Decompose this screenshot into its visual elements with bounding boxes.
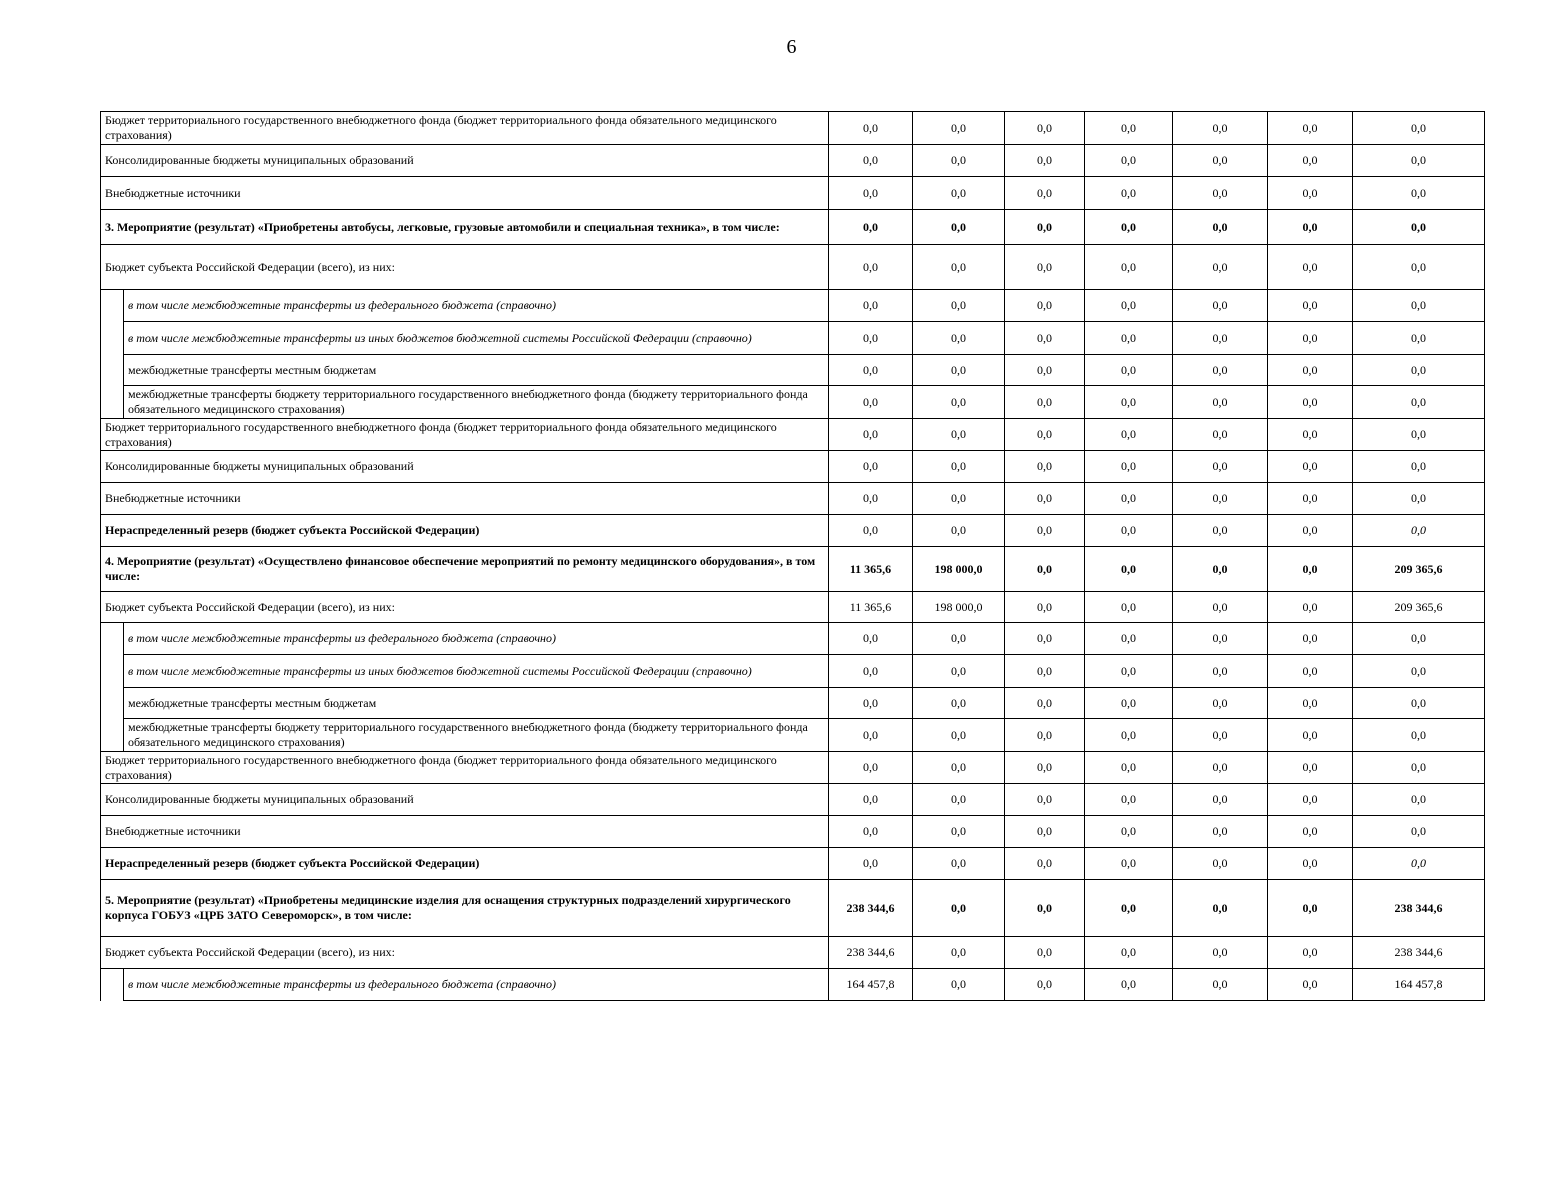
value-cell: 0,0 <box>1268 623 1353 655</box>
row-label: Нераспределенный резерв (бюджет субъекта Российской Федерации) <box>101 515 829 547</box>
value-cell: 0,0 <box>1173 451 1268 483</box>
value-cell: 0,0 <box>1085 547 1173 592</box>
value-cell: 0,0 <box>1268 655 1353 688</box>
indent-spacer <box>101 655 124 688</box>
value-cell: 0,0 <box>1173 816 1268 848</box>
row-label: Бюджет субъекта Российской Федерации (всего), из них: <box>101 245 829 290</box>
value-cell: 0,0 <box>1085 816 1173 848</box>
table-row <box>101 177 1485 210</box>
value-cell: 0,0 <box>1173 355 1268 386</box>
value-cell: 0,0 <box>1268 177 1353 210</box>
value-cell: 0,0 <box>1085 112 1173 145</box>
value-cell: 0,0 <box>829 322 913 355</box>
value-cell: 238 344,6 <box>1353 937 1485 969</box>
value-cell: 0,0 <box>829 655 913 688</box>
value-cell: 0,0 <box>1353 290 1485 322</box>
table-row <box>101 245 1485 290</box>
value-cell: 0,0 <box>1353 419 1485 451</box>
table-row <box>101 386 1485 419</box>
value-cell: 0,0 <box>1005 752 1085 784</box>
table-row <box>101 623 1485 655</box>
value-cell: 0,0 <box>913 112 1005 145</box>
value-cell: 0,0 <box>913 969 1005 1001</box>
value-cell: 0,0 <box>829 483 913 515</box>
value-cell: 0,0 <box>1085 145 1173 177</box>
value-cell: 0,0 <box>913 145 1005 177</box>
value-cell: 0,0 <box>1268 451 1353 483</box>
row-label: в том числе межбюджетные трансферты из иных бюджетов бюджетной системы Российской Федерации (справочно) <box>124 322 829 355</box>
value-cell: 0,0 <box>1005 592 1085 623</box>
value-cell: 0,0 <box>913 177 1005 210</box>
value-cell: 0,0 <box>1268 719 1353 752</box>
value-cell: 0,0 <box>829 419 913 451</box>
value-cell: 0,0 <box>1085 515 1173 547</box>
row-label: 5. Мероприятие (результат) «Приобретены медицинские изделия для оснащения структурных подразделений хирургического корпуса ГОБУЗ «ЦРБ ЗАТО Североморск», в том числе: <box>101 880 829 937</box>
value-cell: 0,0 <box>1085 784 1173 816</box>
value-cell: 0,0 <box>1268 848 1353 880</box>
table-row <box>101 210 1485 245</box>
value-cell: 164 457,8 <box>1353 969 1485 1001</box>
table-row <box>101 655 1485 688</box>
table-row <box>101 969 1485 1001</box>
value-cell: 0,0 <box>1005 969 1085 1001</box>
value-cell: 0,0 <box>1268 483 1353 515</box>
indent-spacer <box>101 969 124 1001</box>
value-cell: 209 365,6 <box>1353 592 1485 623</box>
row-label: Консолидированные бюджеты муниципальных образований <box>101 451 829 483</box>
table-row <box>101 592 1485 623</box>
value-cell: 0,0 <box>1268 515 1353 547</box>
value-cell: 0,0 <box>1353 688 1485 719</box>
value-cell: 0,0 <box>1353 816 1485 848</box>
value-cell: 238 344,6 <box>1353 880 1485 937</box>
value-cell: 0,0 <box>913 451 1005 483</box>
value-cell: 0,0 <box>1085 937 1173 969</box>
row-label: Бюджет территориального государственного внебюджетного фонда (бюджет территориального фонда обязательного медицинского страхования) <box>101 419 829 451</box>
value-cell: 0,0 <box>1005 623 1085 655</box>
value-cell: 0,0 <box>1353 112 1485 145</box>
table-row <box>101 848 1485 880</box>
value-cell: 238 344,6 <box>829 880 913 937</box>
value-cell: 0,0 <box>1005 177 1085 210</box>
value-cell: 0,0 <box>1085 290 1173 322</box>
row-label: 3. Мероприятие (результат) «Приобретены автобусы, легковые, грузовые автомобили и специальная техника», в том числе: <box>101 210 829 245</box>
value-cell: 0,0 <box>829 112 913 145</box>
indent-spacer <box>101 623 124 655</box>
value-cell: 0,0 <box>1173 419 1268 451</box>
value-cell: 0,0 <box>1353 784 1485 816</box>
table-row <box>101 483 1485 515</box>
value-cell: 0,0 <box>1268 210 1353 245</box>
row-label: в том числе межбюджетные трансферты из федерального бюджета (справочно) <box>124 969 829 1001</box>
value-cell: 0,0 <box>1268 688 1353 719</box>
value-cell: 0,0 <box>1005 719 1085 752</box>
table-row <box>101 752 1485 784</box>
row-label: Бюджет субъекта Российской Федерации (всего), из них: <box>101 592 829 623</box>
table-row <box>101 451 1485 483</box>
row-label: в том числе межбюджетные трансферты из федерального бюджета (справочно) <box>124 623 829 655</box>
value-cell: 0,0 <box>913 386 1005 419</box>
value-cell: 0,0 <box>1353 515 1485 547</box>
value-cell: 0,0 <box>1173 386 1268 419</box>
value-cell: 0,0 <box>1005 880 1085 937</box>
value-cell: 0,0 <box>1353 719 1485 752</box>
value-cell: 0,0 <box>829 784 913 816</box>
value-cell: 0,0 <box>1005 816 1085 848</box>
value-cell: 0,0 <box>1268 245 1353 290</box>
value-cell: 0,0 <box>1268 880 1353 937</box>
value-cell: 0,0 <box>829 290 913 322</box>
value-cell: 0,0 <box>1085 483 1173 515</box>
value-cell: 0,0 <box>1085 592 1173 623</box>
row-label: Внебюджетные источники <box>101 177 829 210</box>
value-cell: 0,0 <box>913 719 1005 752</box>
value-cell: 0,0 <box>1085 322 1173 355</box>
table-row <box>101 419 1485 451</box>
value-cell: 0,0 <box>829 515 913 547</box>
table-row <box>101 688 1485 719</box>
value-cell: 0,0 <box>829 688 913 719</box>
row-label: Консолидированные бюджеты муниципальных образований <box>101 145 829 177</box>
value-cell: 0,0 <box>1085 210 1173 245</box>
value-cell: 0,0 <box>1005 451 1085 483</box>
value-cell: 0,0 <box>1173 969 1268 1001</box>
value-cell: 0,0 <box>1005 386 1085 419</box>
value-cell: 0,0 <box>1353 355 1485 386</box>
value-cell: 209 365,6 <box>1353 547 1485 592</box>
value-cell: 0,0 <box>913 515 1005 547</box>
value-cell: 0,0 <box>1353 145 1485 177</box>
value-cell: 0,0 <box>1085 848 1173 880</box>
value-cell: 0,0 <box>1173 784 1268 816</box>
value-cell: 0,0 <box>1173 177 1268 210</box>
value-cell: 0,0 <box>913 688 1005 719</box>
value-cell: 0,0 <box>1005 483 1085 515</box>
value-cell: 0,0 <box>1353 386 1485 419</box>
value-cell: 0,0 <box>913 784 1005 816</box>
value-cell: 0,0 <box>1005 290 1085 322</box>
value-cell: 0,0 <box>1005 937 1085 969</box>
indent-spacer <box>101 386 124 419</box>
value-cell: 0,0 <box>1353 451 1485 483</box>
value-cell: 0,0 <box>913 290 1005 322</box>
row-label: Внебюджетные источники <box>101 816 829 848</box>
table-row <box>101 145 1485 177</box>
table-row <box>101 816 1485 848</box>
value-cell: 198 000,0 <box>913 592 1005 623</box>
value-cell: 0,0 <box>913 483 1005 515</box>
value-cell: 0,0 <box>1173 592 1268 623</box>
table-row <box>101 880 1485 937</box>
value-cell: 0,0 <box>1268 386 1353 419</box>
value-cell: 0,0 <box>1353 177 1485 210</box>
value-cell: 0,0 <box>1353 210 1485 245</box>
value-cell: 0,0 <box>829 355 913 386</box>
value-cell: 0,0 <box>1268 969 1353 1001</box>
value-cell: 0,0 <box>1173 515 1268 547</box>
value-cell: 0,0 <box>829 451 913 483</box>
value-cell: 0,0 <box>1085 752 1173 784</box>
page-number: 6 <box>786 36 797 58</box>
value-cell: 0,0 <box>1173 112 1268 145</box>
row-label: Бюджет территориального государственного внебюджетного фонда (бюджет территориального фонда обязательного медицинского страхования) <box>101 752 829 784</box>
value-cell: 0,0 <box>829 719 913 752</box>
row-label: в том числе межбюджетные трансферты из иных бюджетов бюджетной системы Российской Федерации (справочно) <box>124 655 829 688</box>
value-cell: 0,0 <box>913 816 1005 848</box>
indent-spacer <box>101 688 124 719</box>
value-cell: 0,0 <box>1353 483 1485 515</box>
value-cell: 0,0 <box>913 245 1005 290</box>
value-cell: 0,0 <box>1268 784 1353 816</box>
value-cell: 0,0 <box>1268 112 1353 145</box>
table-row <box>101 112 1485 145</box>
value-cell: 0,0 <box>1005 547 1085 592</box>
value-cell: 0,0 <box>1085 969 1173 1001</box>
budget-table <box>100 111 1485 1001</box>
value-cell: 0,0 <box>913 210 1005 245</box>
row-label: Бюджет субъекта Российской Федерации (всего), из них: <box>101 937 829 969</box>
value-cell: 0,0 <box>829 210 913 245</box>
value-cell: 0,0 <box>1085 177 1173 210</box>
value-cell: 0,0 <box>1173 719 1268 752</box>
row-label: Нераспределенный резерв (бюджет субъекта Российской Федерации) <box>101 848 829 880</box>
value-cell: 0,0 <box>913 655 1005 688</box>
value-cell: 198 000,0 <box>913 547 1005 592</box>
indent-spacer <box>101 290 124 322</box>
value-cell: 0,0 <box>1268 419 1353 451</box>
value-cell: 0,0 <box>1005 515 1085 547</box>
table-row <box>101 547 1485 592</box>
value-cell: 0,0 <box>1353 623 1485 655</box>
row-label: 4. Мероприятие (результат) «Осуществлено финансовое обеспечение мероприятий по ремонту медицинского оборудования», в том числе: <box>101 547 829 592</box>
value-cell: 0,0 <box>1173 547 1268 592</box>
table-row <box>101 515 1485 547</box>
table-row <box>101 937 1485 969</box>
table-row <box>101 355 1485 386</box>
value-cell: 0,0 <box>829 816 913 848</box>
value-cell: 0,0 <box>913 355 1005 386</box>
value-cell: 0,0 <box>829 145 913 177</box>
value-cell: 0,0 <box>1173 880 1268 937</box>
value-cell: 0,0 <box>1005 145 1085 177</box>
value-cell: 0,0 <box>1268 547 1353 592</box>
value-cell: 0,0 <box>1085 688 1173 719</box>
table-row <box>101 290 1485 322</box>
table-row <box>101 719 1485 752</box>
row-label: Бюджет территориального государственного внебюджетного фонда (бюджет территориального фонда обязательного медицинского страхования) <box>101 112 829 145</box>
value-cell: 0,0 <box>1005 245 1085 290</box>
value-cell: 0,0 <box>1173 937 1268 969</box>
value-cell: 0,0 <box>829 386 913 419</box>
value-cell: 0,0 <box>1005 655 1085 688</box>
value-cell: 0,0 <box>1085 245 1173 290</box>
value-cell: 0,0 <box>1173 688 1268 719</box>
value-cell: 0,0 <box>1005 355 1085 386</box>
value-cell: 0,0 <box>913 322 1005 355</box>
value-cell: 0,0 <box>1173 245 1268 290</box>
value-cell: 0,0 <box>1005 848 1085 880</box>
value-cell: 0,0 <box>1085 880 1173 937</box>
value-cell: 0,0 <box>1173 483 1268 515</box>
value-cell: 0,0 <box>1268 937 1353 969</box>
value-cell: 0,0 <box>1173 290 1268 322</box>
value-cell: 164 457,8 <box>829 969 913 1001</box>
value-cell: 0,0 <box>1005 784 1085 816</box>
table-row <box>101 322 1485 355</box>
value-cell: 0,0 <box>1085 451 1173 483</box>
value-cell: 0,0 <box>1085 719 1173 752</box>
value-cell: 0,0 <box>1173 623 1268 655</box>
value-cell: 0,0 <box>1085 623 1173 655</box>
value-cell: 0,0 <box>1268 290 1353 322</box>
indent-spacer <box>101 322 124 355</box>
indent-spacer <box>101 355 124 386</box>
value-cell: 0,0 <box>1173 848 1268 880</box>
value-cell: 0,0 <box>1085 355 1173 386</box>
value-cell: 0,0 <box>913 419 1005 451</box>
value-cell: 0,0 <box>1085 655 1173 688</box>
value-cell: 0,0 <box>1268 816 1353 848</box>
value-cell: 0,0 <box>1268 355 1353 386</box>
value-cell: 0,0 <box>913 752 1005 784</box>
value-cell: 0,0 <box>1005 112 1085 145</box>
value-cell: 0,0 <box>1005 322 1085 355</box>
row-label: в том числе межбюджетные трансферты из федерального бюджета (справочно) <box>124 290 829 322</box>
row-label: Консолидированные бюджеты муниципальных образований <box>101 784 829 816</box>
value-cell: 0,0 <box>913 880 1005 937</box>
value-cell: 0,0 <box>1353 752 1485 784</box>
value-cell: 0,0 <box>913 848 1005 880</box>
row-label: межбюджетные трансферты местным бюджетам <box>124 688 829 719</box>
value-cell: 0,0 <box>1005 210 1085 245</box>
row-label: межбюджетные трансферты бюджету территориального государственного внебюджетного фонда (бюджету территориального фонда обязательного медицинского страхования) <box>124 719 829 752</box>
indent-spacer <box>101 719 124 752</box>
value-cell: 0,0 <box>1353 322 1485 355</box>
row-label: межбюджетные трансферты местным бюджетам <box>124 355 829 386</box>
value-cell: 0,0 <box>829 177 913 210</box>
value-cell: 0,0 <box>1268 752 1353 784</box>
value-cell: 0,0 <box>1005 688 1085 719</box>
value-cell: 0,0 <box>829 245 913 290</box>
value-cell: 0,0 <box>1353 245 1485 290</box>
value-cell: 0,0 <box>1268 145 1353 177</box>
value-cell: 0,0 <box>1005 419 1085 451</box>
value-cell: 0,0 <box>913 937 1005 969</box>
value-cell: 11 365,6 <box>829 592 913 623</box>
value-cell: 238 344,6 <box>829 937 913 969</box>
value-cell: 0,0 <box>1173 145 1268 177</box>
value-cell: 0,0 <box>1268 322 1353 355</box>
row-label: Внебюджетные источники <box>101 483 829 515</box>
value-cell: 0,0 <box>1268 592 1353 623</box>
value-cell: 0,0 <box>1173 210 1268 245</box>
value-cell: 0,0 <box>829 623 913 655</box>
value-cell: 11 365,6 <box>829 547 913 592</box>
row-label: межбюджетные трансферты бюджету территориального государственного внебюджетного фонда (бюджету территориального фонда обязательного медицинского страхования) <box>124 386 829 419</box>
value-cell: 0,0 <box>829 752 913 784</box>
value-cell: 0,0 <box>1173 322 1268 355</box>
value-cell: 0,0 <box>913 623 1005 655</box>
value-cell: 0,0 <box>1085 386 1173 419</box>
value-cell: 0,0 <box>829 848 913 880</box>
value-cell: 0,0 <box>1353 848 1485 880</box>
table-row <box>101 784 1485 816</box>
value-cell: 0,0 <box>1173 752 1268 784</box>
value-cell: 0,0 <box>1173 655 1268 688</box>
value-cell: 0,0 <box>1085 419 1173 451</box>
value-cell: 0,0 <box>1353 655 1485 688</box>
